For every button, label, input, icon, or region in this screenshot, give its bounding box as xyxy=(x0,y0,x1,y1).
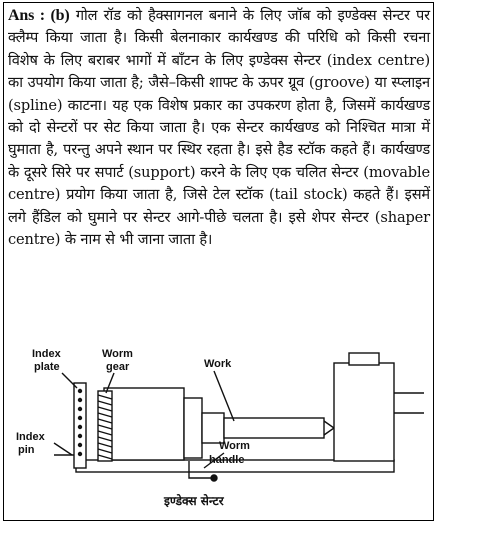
label-worm-handle-2: handle xyxy=(209,454,245,466)
label-worm-gear-2: gear xyxy=(106,361,130,373)
label-worm-handle-1: Worm xyxy=(219,440,250,452)
answer-label: Ans : (b) xyxy=(8,7,70,24)
label-worm-gear-1: Worm xyxy=(102,348,133,360)
index-centre-figure xyxy=(14,343,428,518)
work-piece xyxy=(224,418,324,438)
label-index-plate-1: Index xyxy=(32,348,61,360)
head-stock xyxy=(104,388,184,460)
figure-caption: इण्डेक्स सेन्टर xyxy=(164,494,224,508)
answer-paragraph xyxy=(8,5,430,251)
label-index-pin-2: pin xyxy=(18,444,35,456)
answer-text: गोल रॉड को हैक्सागनल बनाने के लिए जॉब को इण्डेक्स सेन्टर पर क्लैम्प किया जाता है। किसी बेलनाकार कार्यखण्ड की परिधि को किसी रचना विशेष के लिए बराबर भागों में बाँटन के लिए इण्डेक्स सेन्टर (index centre) का उपयोग किया जाता है; जैसे–किसी शाफ्ट के ऊपर ग्रूव (groove) या स्प्लाइन (spline) काटना। यह एक विशेष प्रकार का उपकरण होता है, जिसमें कार्यखण्ड को दो सेन्टरों पर सेट किया जाता है। एक सेन्टर कार्यखण्ड को निश्चित मात्रा में घुमाता है, परन्तु अपने स्थान पर स्थिर रहता है। इसे हैड स्टॉक कहते हैं। कार्यखण्ड के दूसरे सिरे पर सपार्ट (support) करने के लिए एक चलित सेन्टर (movable centre) प्रयोग किया जाता है, जिसे टेल स्टॉक (tail stock) कहते हैं। इसमें लगे हैंडिल को घुमाने पर सेन्टर आगे-पीछे चलता है। इसे शेपर सेन्टर (shaper centre) के नाम से भी जाना जाता है। xyxy=(8,7,431,249)
label-work: Work xyxy=(204,358,232,370)
label-index-plate-2: plate xyxy=(34,361,60,373)
answer-box xyxy=(3,2,434,521)
index-centre-diagram xyxy=(14,343,428,518)
tail-stock xyxy=(334,363,394,461)
label-index-pin-1: Index xyxy=(16,431,45,443)
